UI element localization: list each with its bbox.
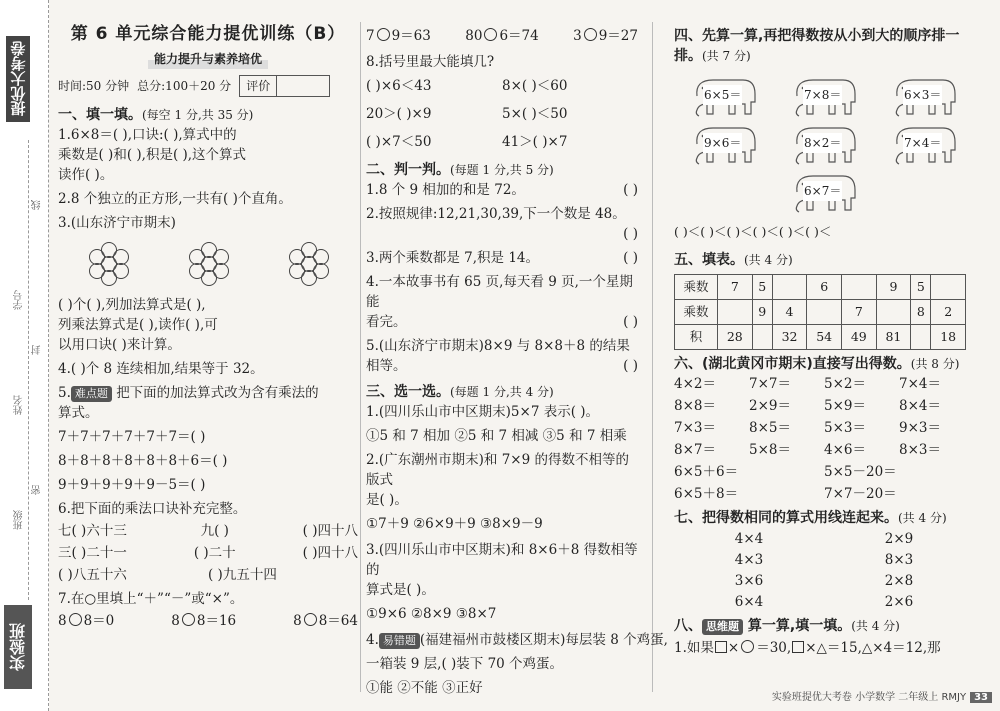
evaluation-box[interactable] bbox=[239, 75, 330, 97]
page-title: 第 6 单元综合能力提优训练（B） bbox=[70, 24, 346, 44]
elephant-card: 7×8＝ bbox=[789, 74, 859, 118]
column-divider bbox=[652, 22, 653, 692]
calc-item: 8×8＝ bbox=[674, 398, 716, 414]
q7-items: 8 8＝0 8 8＝16 8 8＝64 bbox=[58, 613, 358, 629]
question-4: 4.( )个 8 连续相加,结果等于 32。 bbox=[58, 361, 264, 377]
choice-3: 3.(四川乐山市中区期末)和 8×6＋8 得数相等的 bbox=[366, 542, 638, 578]
match-row[interactable]: 4×4 2×9 bbox=[734, 531, 914, 547]
question-1-line: 读作( )。 bbox=[58, 167, 114, 183]
calc-item: 5×3＝ bbox=[824, 420, 866, 436]
calc-item: 8×3＝ bbox=[899, 442, 941, 458]
question-6: 6.把下面的乘法口诀补充完整。 bbox=[58, 501, 247, 517]
choice-1-options[interactable]: ①5 和 7 相加 ②5 和 7 相减 ③5 和 7 相乘 bbox=[366, 428, 627, 444]
table-cell: 2 bbox=[931, 300, 966, 325]
choice-3-line: 算式是( )。 bbox=[366, 582, 435, 598]
elephant-card: 6×7＝ bbox=[789, 170, 859, 214]
calc-item: 9×3＝ bbox=[899, 420, 941, 436]
section-7-heading: 七、把得数相同的算式用线连起来。(共 4 分) bbox=[674, 510, 947, 526]
question-3-line: 列乘法算式是( ),读作( ),可 bbox=[58, 317, 218, 333]
table-row bbox=[675, 300, 966, 325]
choice-2: 2.(广东潮州市期末)和 7×9 的得数不相等的版式 bbox=[366, 452, 629, 488]
judge-4: 4.一本故事书有 65 页,每天看 9 页,一个星期能 bbox=[366, 274, 633, 310]
table-cell: 81 bbox=[876, 325, 911, 350]
question-3-line: ( )个( ),列加法算式是( ), bbox=[58, 297, 206, 313]
section-2-heading: 二、判一判。(每题 1 分,共 5 分) bbox=[366, 162, 554, 178]
row-header: 乘数 bbox=[675, 275, 718, 300]
question-5a: 7＋7＋7＋7＋7＋7＝( ) bbox=[58, 429, 206, 445]
page-footer: 实验班提优大考卷 小学数学 二年级上 RMJY 33 bbox=[772, 688, 992, 703]
table-cell: 54 bbox=[807, 325, 842, 350]
calc-item: 8×5＝ bbox=[749, 420, 791, 436]
judge-5: 5.(山东济宁市期末)8×9 与 8×8＋8 的结果 bbox=[366, 338, 630, 354]
table-cell: 8 bbox=[911, 300, 931, 325]
judge-1: 1.8 个 9 相加的和是 72。 ( ) bbox=[366, 182, 638, 198]
judge-3: 3.两个乘数都是 7,积是 14。 ( ) bbox=[366, 250, 638, 266]
flower-figures bbox=[58, 241, 358, 285]
order-blanks: ( )＜( )＜( )＜( )＜( )＜( )＜ bbox=[674, 224, 832, 239]
judge-4-line: 看完。 ( ) bbox=[366, 314, 638, 330]
calc-item: 6×5＋8＝ bbox=[674, 486, 739, 502]
calc-item: 7×4＝ bbox=[899, 376, 941, 392]
question-2: 2.8 个独立的正方形,一共有( )个直角。 bbox=[58, 191, 292, 207]
seal-mark: 密 bbox=[32, 485, 43, 495]
question-5c: 9＋9＋9＋9＋9－5＝( ) bbox=[58, 477, 206, 493]
elephant-card: 6×5＝ bbox=[689, 74, 759, 118]
calc-item: 5×5－20＝ bbox=[824, 464, 897, 480]
judge-5-line: 相等。 ( ) bbox=[366, 358, 638, 374]
table-cell: 5 bbox=[911, 275, 931, 300]
blank-circle[interactable] bbox=[377, 28, 390, 41]
error-prone-tag: 易错题 bbox=[379, 633, 420, 649]
table-cell[interactable] bbox=[931, 275, 966, 300]
elephant-cards bbox=[674, 72, 974, 216]
flower-icon bbox=[86, 241, 130, 285]
flower-icon bbox=[186, 241, 230, 285]
exam-meta bbox=[58, 75, 358, 97]
question-3-line: 以用口诀( )来计算。 bbox=[58, 337, 181, 353]
binding-spine bbox=[0, 0, 49, 711]
table-cell: 6 bbox=[807, 275, 842, 300]
table-row bbox=[675, 325, 966, 350]
calc-item: 6×5＋6＝ bbox=[674, 464, 739, 480]
table-cell[interactable] bbox=[807, 300, 842, 325]
choice-2-options[interactable]: ①7＋9 ②6×9＋9 ③8×9－9 bbox=[366, 516, 543, 532]
thinking-tag: 思维题 bbox=[702, 619, 743, 635]
question-1-line: 1.6×8＝( ),口诀:( ),算式中的 bbox=[58, 127, 237, 143]
section-8-question: 1.如果 × ＝30, ×△＝15,△×4＝12,那 bbox=[674, 640, 941, 656]
row-header: 积 bbox=[675, 325, 718, 350]
calc-item: 5×2＝ bbox=[824, 376, 866, 392]
q8-grid: ( )×6＜43 8×( )＜60 20＞( )×9 5×( )＜50 ( )×7＜50 41＞( )×7 bbox=[366, 78, 568, 150]
table-cell: 28 bbox=[718, 325, 753, 350]
table-cell: 9 bbox=[876, 275, 911, 300]
brand-tab-top: 提优大考卷 bbox=[6, 36, 30, 122]
table-cell[interactable] bbox=[876, 300, 911, 325]
calc-item: 4×6＝ bbox=[824, 442, 866, 458]
fill-table bbox=[674, 274, 966, 350]
match-row[interactable]: 6×4 2×6 bbox=[734, 594, 914, 610]
field-name: 姓名 bbox=[14, 395, 25, 415]
question-1-line: 乘数是( )和( ),积是( ),这个算式 bbox=[58, 147, 247, 163]
section-6-heading: 六、(湖北黄冈市期末)直接写出得数。(共 8 分) bbox=[674, 356, 960, 372]
elephant-card: 7×4＝ bbox=[889, 122, 959, 166]
choice-3-options[interactable]: ①9×6 ②8×9 ③8×7 bbox=[366, 606, 497, 622]
judge-2: 2.按照规律:12,21,30,39,下一个数是 48。 bbox=[366, 206, 626, 222]
section-4-heading: 四、先算一算,再把得数按从小到大的顺序排一 bbox=[674, 28, 960, 44]
time-limit: 时间:50 分钟 bbox=[58, 79, 130, 93]
column-3 bbox=[674, 0, 974, 711]
flower-icon bbox=[286, 241, 330, 285]
difficulty-tag: 难点题 bbox=[71, 386, 112, 402]
table-cell: 9 bbox=[752, 300, 772, 325]
match-row[interactable]: 4×3 8×3 bbox=[734, 552, 914, 568]
calc-item: 7×7－20＝ bbox=[824, 486, 897, 502]
blank-circle[interactable] bbox=[304, 613, 317, 626]
section-5-heading: 五、填表。(共 4 分) bbox=[674, 252, 793, 268]
calc-item: 2×9＝ bbox=[749, 398, 791, 414]
q6-row: 三( )二十一 ( )二十 ( )四十八 bbox=[58, 545, 358, 561]
total-score: 总分:100＋20 分 bbox=[137, 79, 232, 93]
elephant-card: 6×3＝ bbox=[889, 74, 959, 118]
evaluation-input[interactable] bbox=[276, 76, 329, 96]
section-8-heading: 八、 思维题 算一算,填一填。(共 4 分) bbox=[674, 618, 900, 634]
table-cell: 7 bbox=[841, 300, 876, 325]
choice-4-options[interactable]: ①能 ②不能 ③正好 bbox=[366, 680, 483, 696]
question-7: 7.在○里填上“＋”“－”或“×”。 bbox=[58, 591, 244, 607]
match-pairs bbox=[674, 529, 974, 612]
section-1-heading: 一、填一填。(每空 1 分,共 35 分) bbox=[58, 107, 254, 123]
question-5b: 8＋8＋8＋8＋8＋8＋6＝( ) bbox=[58, 453, 228, 469]
question-5: 5. 难点题 把下面的加法算式改为含有乘法的 bbox=[58, 385, 319, 401]
table-cell: 49 bbox=[841, 325, 876, 350]
evaluation-label: 评价 bbox=[246, 79, 271, 93]
elephant-card: 8×2＝ bbox=[789, 122, 859, 166]
calc-item: 8×7＝ bbox=[674, 442, 716, 458]
question-5-line: 算式。 bbox=[58, 405, 99, 421]
blank-circle[interactable] bbox=[584, 28, 597, 41]
question-8: 8.括号里最大能填几? bbox=[366, 54, 495, 70]
row-header: 乘数 bbox=[675, 300, 718, 325]
blank-circle[interactable] bbox=[69, 613, 82, 626]
calc-item: 5×8＝ bbox=[749, 442, 791, 458]
brand-tab-bottom: 实验班 bbox=[4, 605, 32, 689]
calc-grid bbox=[674, 374, 974, 504]
blank-circle[interactable] bbox=[484, 28, 497, 41]
table-cell: 32 bbox=[772, 325, 807, 350]
column-divider bbox=[360, 22, 361, 692]
page-subtitle: 能力提升与素养培优 bbox=[148, 49, 268, 69]
section-3-heading: 三、选一选。(每题 1 分,共 4 分) bbox=[366, 384, 554, 400]
table-cell[interactable] bbox=[841, 275, 876, 300]
seal-mark: 线 bbox=[32, 200, 43, 210]
table-row bbox=[675, 275, 966, 300]
table-cell: 7 bbox=[718, 275, 753, 300]
column-1 bbox=[58, 0, 358, 711]
q6-row: ( )八五十六 ( )九五十四 bbox=[58, 567, 277, 583]
calc-item: 4×2＝ bbox=[674, 376, 716, 392]
table-cell: 4 bbox=[772, 300, 807, 325]
choice-4-line: 一箱装 9 层,( )装下 70 个鸡蛋。 bbox=[366, 656, 564, 672]
seal-mark: 封 bbox=[32, 345, 43, 355]
table-cell: 18 bbox=[931, 325, 966, 350]
table-cell[interactable] bbox=[772, 275, 807, 300]
question-3: 3.(山东济宁市期末) bbox=[58, 215, 176, 231]
choice-2-line: 是( )。 bbox=[366, 492, 408, 508]
q7-continued: 7 9＝63 80 6＝74 3 9＝27 bbox=[366, 28, 638, 44]
calc-item: 8×4＝ bbox=[899, 398, 941, 414]
blank-circle[interactable] bbox=[182, 613, 195, 626]
elephant-card: 9×6＝ bbox=[689, 122, 759, 166]
calc-item: 7×7＝ bbox=[749, 376, 791, 392]
table-cell: 5 bbox=[752, 275, 772, 300]
section-4-heading-line: 排。(共 7 分) bbox=[674, 48, 751, 64]
calc-item: 7×3＝ bbox=[674, 420, 716, 436]
column-2 bbox=[366, 0, 668, 711]
field-class: 班级 bbox=[14, 510, 25, 530]
choice-4: 4. 易错题 (福建福州市鼓楼区期末)每层装 8 个鸡蛋, bbox=[366, 632, 668, 648]
choice-1: 1.(四川乐山市中区期末)5×7 表示( )。 bbox=[366, 404, 600, 420]
match-row[interactable]: 3×6 2×8 bbox=[734, 573, 914, 589]
table-cell[interactable] bbox=[718, 300, 753, 325]
field-student-id: 学号 bbox=[14, 290, 25, 310]
table-cell[interactable] bbox=[911, 325, 931, 350]
q6-row: 七( )六十三 九( ) ( )四十八 bbox=[58, 523, 358, 539]
page-number: 33 bbox=[970, 692, 992, 703]
judge-2-answer: ( ) bbox=[623, 226, 638, 242]
calc-item: 5×9＝ bbox=[824, 398, 866, 414]
table-cell[interactable] bbox=[752, 325, 772, 350]
